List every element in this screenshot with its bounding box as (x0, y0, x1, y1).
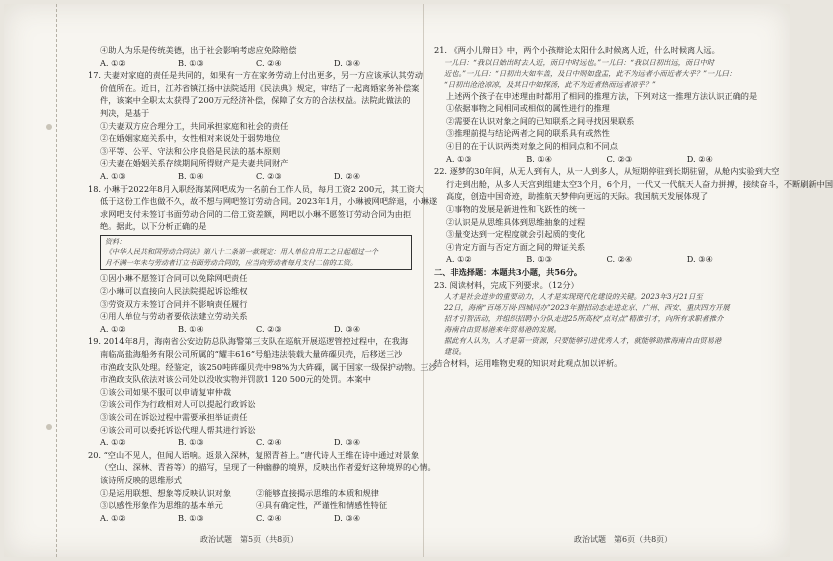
q16-options (88, 57, 412, 70)
material-line: 据此有人认为，人才是第一资源，只要能够引进优秀人才，就能够助推海南自由贸易港 (444, 336, 722, 346)
q20-options (88, 512, 412, 525)
exam-sheet (4, 4, 833, 557)
option-a[interactable]: A. ①② (100, 512, 126, 523)
q22-stem-line: 高度，创造中国奇迹，助推航天梦伸向更远的天际。我国航天发展体现了 (446, 191, 709, 202)
q23-material (434, 291, 767, 357)
question-18 (88, 183, 438, 336)
question-19 (88, 335, 437, 448)
option-d[interactable]: D. ②④ (686, 153, 713, 164)
option-c[interactable]: C. ②③ (256, 170, 282, 181)
option-b[interactable]: B. ①④ (178, 323, 204, 334)
option-a[interactable]: A. ①② (446, 254, 472, 265)
left-page-footer: 政治试题 第5页（共8页） (200, 535, 299, 544)
q20-statement: ②能够直接揭示思维的本质和规律 (256, 487, 379, 498)
q17-stem-line: 判决，是基于 (100, 107, 150, 118)
q19-statement: ④该公司可以委托诉讼代理人帮其进行诉讼 (100, 424, 256, 435)
option-d[interactable]: D. ③④ (334, 512, 361, 523)
q21-statement: ②需要在认识对象之间的已知联系之间寻找因果联系 (446, 115, 635, 126)
q19-stem-line: 市渔政支队依法对该公司处以没收实物并罚款1 120 500元的处罚。本案中 (100, 374, 371, 385)
q21-options (434, 153, 767, 166)
option-b[interactable]: B. ①④ (526, 153, 553, 164)
question-23 (434, 279, 767, 370)
option-b[interactable]: B. ①③ (178, 437, 204, 448)
binding-margin (42, 4, 57, 557)
option-b[interactable]: B. ①③ (178, 512, 204, 523)
q18-stem-line: 求网吧支付未签订书面劳动合同的二倍工资差额，网吧以小琳不愿签订劳动合同为由拒 (100, 208, 412, 219)
option-b[interactable]: B. ①④ (178, 170, 204, 181)
q20-stem-line: 20. “空山不见人，但闻人语响。返景入深林，复照青苔上。”唐代诗人王维在诗中通过对景象 (88, 449, 420, 460)
material-line: 建设。 (444, 347, 466, 357)
q22-statement: ②认识是从思维具体到思维抽象的过程 (446, 216, 586, 227)
quote-line: 一儿曰：“我以日始出时去人近，而日中时远也。”一儿曰：“我以日初出远，而日中时 (444, 57, 715, 67)
option-c[interactable]: C. ②④ (256, 512, 282, 523)
q18-stem-line: 低于这份工作也做不久，故不想与网吧签订劳动合同。2023年1月，小琳被网吧辞退，小琳遂 (100, 196, 438, 207)
q22-stem-line: 22. 逐梦的30年间，从无人到有人，从一人到多人，从短期停驻到长期驻留，从舱内实验到大空 (434, 166, 780, 177)
q20-statement: ①是运用联想、想象等反映认识对象 (100, 487, 232, 498)
option-a[interactable]: A. ①② (100, 437, 126, 448)
q22-stem-line: 行走到出舱，从多人天宫到组建太空3个月，6个月，一代又一代航天人奋力拼搏，接续奋斗，不断刷新中国 (446, 178, 833, 189)
q21-statement: ③推理前提与结论两者之间的联系具有或然性 (446, 128, 610, 139)
q21-statement: ①依据事物之间相同或相似的属性进行的推理 (446, 103, 610, 114)
q18-statement: ①因小琳不愿签订合同可以免除网吧责任 (100, 273, 248, 284)
q17-statement: ①夫妻双方应合理分工，共同承担家庭和社会的责任 (100, 120, 289, 131)
option-a[interactable]: A. ①③ (446, 153, 472, 164)
q19-statement: ③该公司在诉讼过程中需要承担举证责任 (100, 411, 248, 422)
left-page-column (88, 44, 438, 524)
q17-options (88, 170, 412, 183)
q18-statement: ④用人单位与劳动者要依法建立劳动关系 (100, 311, 248, 322)
q16-statement-4: ④助人为乐是传统美德，出于社会影响考虑应免除赔偿 (100, 45, 297, 55)
q19-stem-line: 南临高盐海船务有限公司所属的“耀丰616”号船违法装载大量砗磲贝壳，后移送三沙 (100, 348, 403, 359)
q18-options (88, 323, 412, 336)
material-line: 22日，海南“百场万岗·四城同办”2023年猎招动态走进北京、广州、西安、重庆四方开展 (444, 303, 730, 313)
quote-line: “日初出沧沧凉凉，及其日中如探汤，此不为近者热而远者凉乎？” (444, 79, 656, 89)
binding-hole (46, 124, 52, 130)
quote-line: 近也。”一儿曰：“日初出大如车盖，及日中则如盘盂，此不为远者小而近者大乎？”一儿曰： (444, 68, 737, 78)
q20-statement-row (88, 499, 412, 512)
option-a[interactable]: A. ①③ (100, 170, 126, 181)
q18-statement: ③劳资双方未签订合同并不影响责任履行 (100, 298, 248, 309)
q22-statement: ④肯定方面与否定方面之间的辩证关系 (446, 241, 586, 252)
material-title: 资料： (105, 237, 126, 246)
option-c[interactable]: C. ②④ (256, 437, 282, 448)
q17-statement: ②在婚姻家庭关系中，女性相对来说处于弱势地位 (100, 133, 281, 144)
q21-quote (434, 57, 767, 90)
q20-statement: ④具有确定性，严谨性和情感性特征 (256, 500, 388, 511)
q19-statement: ②该公司作为行政相对人可以提起行政诉讼 (100, 399, 256, 410)
material-line: 招才引智活动，并组织招聘小分队走进25所高校“点对点”精准引才，向所有求职者推介 (444, 314, 724, 324)
option-d[interactable]: D. ③④ (334, 323, 361, 334)
option-c[interactable]: C. ②③ (256, 323, 282, 334)
q22-statement: ③量变达到一定程度就会引起质的变化 (446, 229, 586, 240)
q17-statement: ③平等、公平、守法和公序良俗是民法的基本原则 (100, 145, 281, 156)
q19-stem-line: 19. 2014年8月，海南省公安边防总队海警第三支队在巡航开展巡逻管控过程中，在我海 (88, 336, 409, 347)
material-line: 人才是社会进步的重要动力，人才是实现现代化建设的关键。2023年3月21日至 (444, 292, 703, 302)
q22-options (434, 253, 767, 266)
q19-statement: ①该公司如果不服可以申请复审仲裁 (100, 386, 232, 397)
right-page-footer: 政治试题 第6页（共8页） (574, 535, 673, 544)
option-d[interactable]: D. ③④ (334, 437, 361, 448)
q20-stem-line: （空山、深林、青苔等）的描写，呈现了一种幽静的境界，反映出作者爱好这种境界的心情。 (100, 462, 436, 473)
q17-stem-line: 17. 夫妻对家庭的责任是共同的，如果有一方在家务劳动上付出更多，另一方应该承认其劳动 (88, 70, 423, 81)
q20-stem-line: 该诗所反映的思维形式 (100, 474, 182, 485)
right-page-column (434, 44, 833, 370)
option-b[interactable]: B. ①③ (178, 57, 204, 68)
section-heading: 二、非选择题：本题共3小题，共56分。 (434, 266, 583, 277)
q21-stem-line: 上述两个孩子在申述理由时都用了相同的推理方法，下列对这一推理方法认识正确的是 (446, 90, 758, 101)
q17-statement: ④夫妻在婚姻关系存续期间所得财产是夫妻共同财产 (100, 158, 289, 169)
q23-head: 23. 阅读材料，完成下列要求。（12分） (434, 279, 579, 290)
material-line: 月不满一年未与劳动者订立书面劳动合同的，应当向劳动者每月支付二倍的工资。 (105, 258, 357, 267)
option-b[interactable]: B. ①③ (526, 254, 553, 265)
q23-task: 结合材料，运用唯物史观的知识对此观点加以评析。 (434, 358, 623, 369)
option-c[interactable]: C. ②④ (256, 57, 282, 68)
option-a[interactable]: A. ①② (100, 323, 126, 334)
q18-stem-line: 绝。据此，以下分析正确的是 (100, 221, 207, 232)
option-c[interactable]: C. ②④ (606, 254, 633, 265)
q18-stem-line: 18. 小琳于2022年8月入职经海某网吧成为一名前台工作人员，每月工资2 200元，其工资大 (88, 183, 424, 194)
option-d[interactable]: D. ③④ (334, 57, 361, 68)
q19-options (88, 436, 412, 449)
option-c[interactable]: C. ②③ (606, 153, 633, 164)
question-22 (434, 165, 833, 266)
q21-stem-line: 21. 《两小儿辩日》中，两个小孩辩论太阳什么时候离人近，什么时候离人远。 (434, 45, 720, 55)
q20-statement: ③以感性形象作为思维的基本单元 (100, 500, 223, 511)
question-20 (88, 449, 436, 525)
q22-statement: ①事物的发展是新进性和飞跃性的统一 (446, 203, 586, 214)
option-a[interactable]: A. ①② (100, 57, 126, 68)
binding-hole (46, 424, 52, 430)
material-line: 《中华人民共和国劳动合同法》第八十二条第一款规定：用人单位自用工之日起超过一个 (105, 248, 378, 257)
center-fold (423, 4, 424, 557)
question-21 (434, 44, 767, 165)
q21-statement: ④目的在于认识两类对象之间的相同点和不同点 (446, 140, 618, 151)
option-d[interactable]: D. ②④ (334, 170, 361, 181)
q17-stem-line: 件，该案中全职太太获得了200万元经济补偿，保障了女方的合法权益。法院此做法的 (100, 95, 411, 106)
q18-material-box (100, 235, 412, 271)
q20-statement-row (88, 487, 412, 500)
q18-statement: ②小琳可以直接向人民法院提起诉讼维权 (100, 286, 248, 296)
q17-stem-line: 价值所在。近日，江苏省镇江扬中法院适用《民法典》规定，审结了一起离婚家务补偿案 (100, 82, 420, 93)
q19-stem-line: 市渔政支队处理。经鉴定，该250吨砗磲贝壳中98%为大砗磲，属于国家一级保护动物。三沙 (100, 361, 437, 372)
option-d[interactable]: D. ③④ (686, 254, 713, 265)
material-line: 海南自由贸易港来年贸易港的发展。 (444, 325, 561, 335)
question-17 (88, 69, 423, 182)
